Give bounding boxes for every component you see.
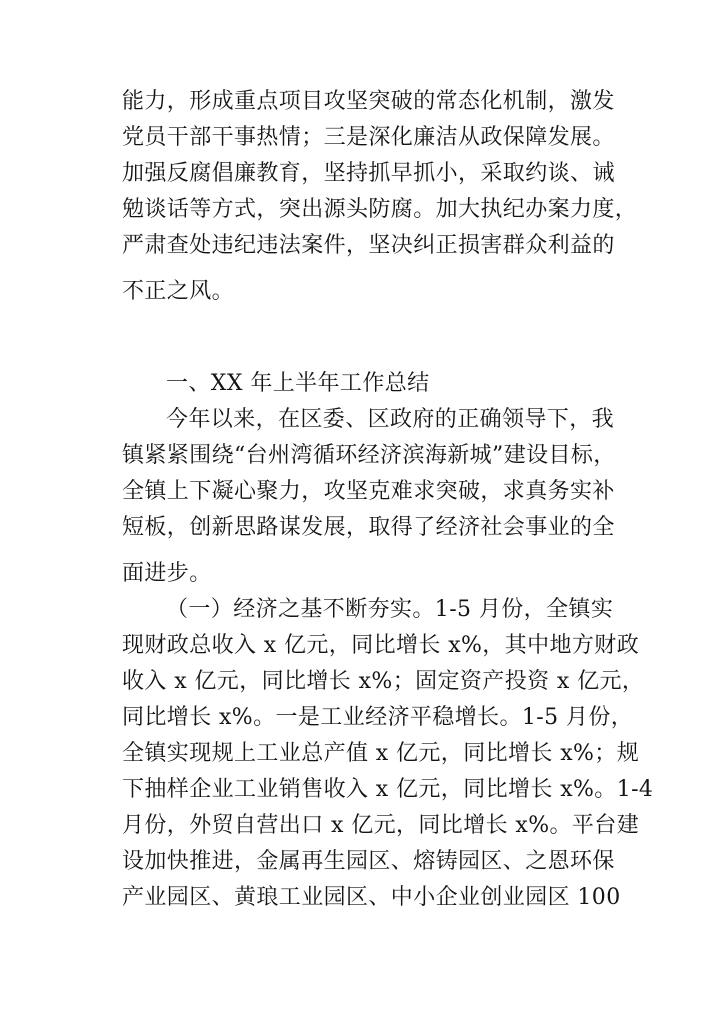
text-line: 面进步。 — [122, 561, 212, 586]
text-line: 现财政总收入 x 亿元，同比增长 x%，其中地方财政 — [122, 633, 640, 658]
text-line: 能力，形成重点项目攻坚突破的常态化机制，激发 — [122, 89, 615, 114]
text-line: 党员干部干事热情；三是深化廉洁从政保障发展。 — [122, 125, 615, 150]
paragraph-first-line: （一）经济之基不断夯实。1-5 月份，全镇实 — [166, 597, 614, 622]
text-line: 全镇实现规上工业总产值 x 亿元，同比增长 x%；规 — [122, 741, 640, 766]
text-line: 不正之风。 — [122, 279, 235, 304]
text-line: 全镇上下凝心聚力，攻坚克难求突破，求真务实补 — [122, 479, 615, 504]
text-line: 设加快推进，金属再生园区、熔铸园区、之恩环保 — [122, 849, 615, 874]
paragraph-first-line: 今年以来，在区委、区政府的正确领导下，我 — [166, 407, 615, 432]
text-line: 月份，外贸自营出口 x 亿元，同比增长 x%。平台建 — [122, 813, 640, 838]
text-line: 勉谈话等方式，突出源头防腐。加大执纪办案力度， — [122, 197, 638, 222]
text-line: 收入 x 亿元，同比增长 x%；固定资产投资 x 亿元， — [122, 669, 645, 694]
text-line: 严肃查处违纪违法案件，坚决纠正损害群众利益的 — [122, 233, 615, 258]
text-line: 同比增长 x%。一是工业经济平稳增长。1-5 月份， — [122, 705, 634, 730]
section-heading: 一、XX 年上半年工作总结 — [166, 371, 430, 396]
text-line: 下抽样企业工业销售收入 x 亿元，同比增长 x%。1-4 — [122, 777, 654, 802]
text-line: 产业园区、黄琅工业园区、中小企业创业园区 100 — [122, 885, 621, 910]
text-line: 短板，创新思路谋发展，取得了经济社会事业的全 — [122, 515, 615, 540]
text-line: 加强反腐倡廉教育，坚持抓早抓小，采取约谈、诫 — [122, 161, 615, 186]
text-line: 镇紧紧围绕“台州湾循环经济滨海新城”建设目标， — [122, 443, 616, 468]
